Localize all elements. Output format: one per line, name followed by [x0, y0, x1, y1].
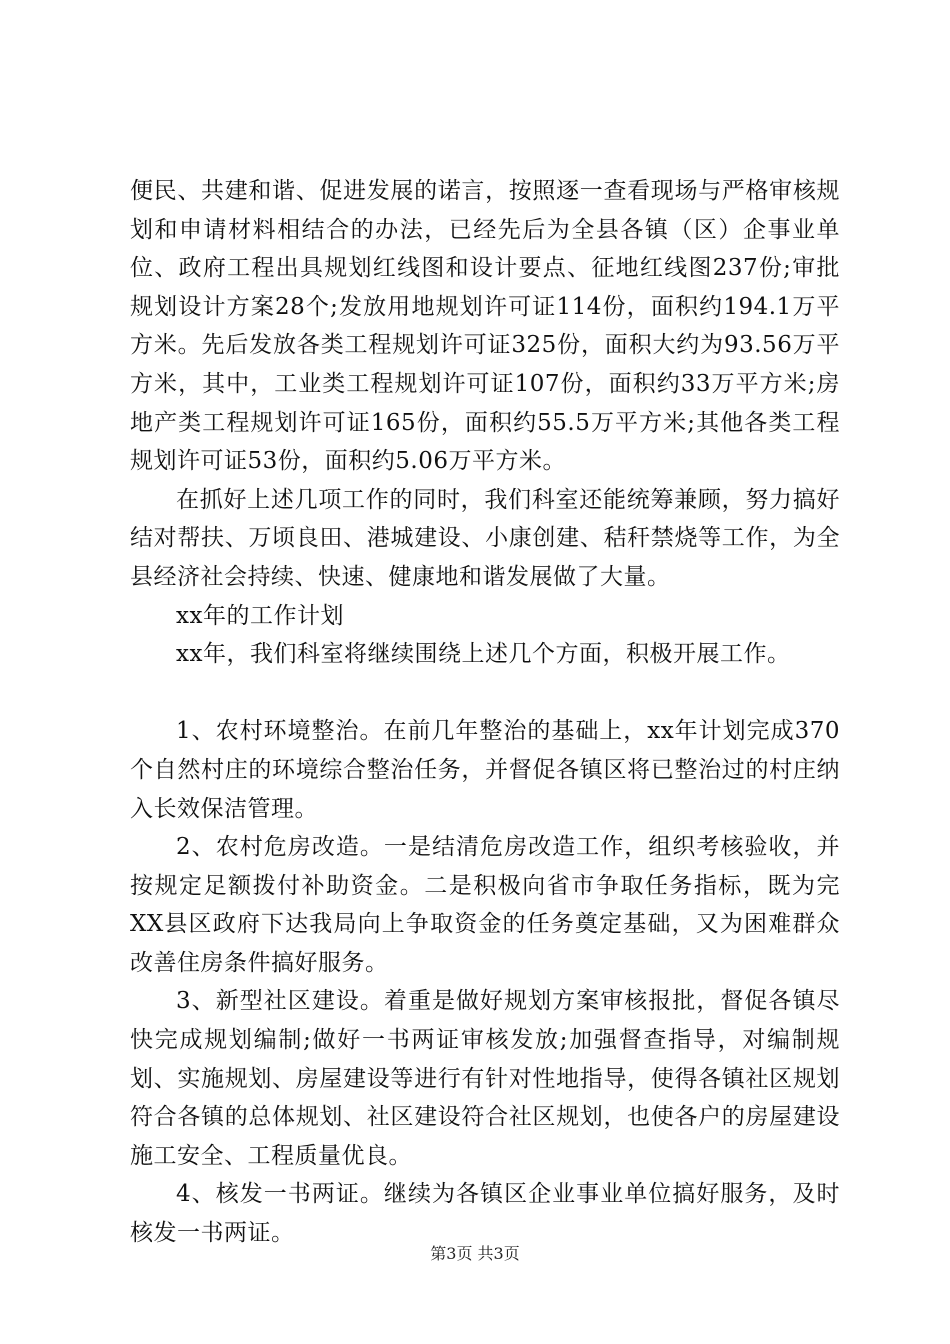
section-heading-work-plan: xx年的工作计划: [176, 602, 344, 629]
paragraph-issued-permits: 便民、共建和谐、促进发展的诺言，按照逐一查看现场与严格审核规划和申请材料相结合的办法，已经先后为全县各镇（区）企事业单位、政府工程出具规划红线图和设计要点、征地红线图237份;审批规划设计方案28个;发放用地规划许可证114份，面积约194.1万平方米。先后发放各类工程规划许可证325份，面积大约为93.56万平方米，其中，工业类工程规划许可证107份，面积约33万平方米;房地产类工程规划许可证165份，面积约55.5万平方米;其他各类工程规划许可证53份，面积约5.06万平方米。: [130, 178, 840, 475]
list-item-rural-environment: 1、农村环境整治。在前几年整治的基础上，xx年计划完成370个自然村庄的环境综合整治任务，并督促各镇区将已整治过的村庄纳入长效保洁管理。: [130, 718, 840, 822]
paragraph-plan-intro: xx年，我们科室将继续围绕上述几个方面，积极开展工作。: [176, 641, 791, 668]
page-number: 第3页 共3页: [430, 1244, 520, 1263]
page-footer: [0, 1244, 950, 1264]
blank-line: [130, 674, 840, 713]
list-item-permits: 4、核发一书两证。继续为各镇区企业事业单位搞好服务，及时核发一书两证。: [130, 1181, 840, 1247]
paragraph-other-work: 在抓好上述几项工作的同时，我们科室还能统筹兼顾，努力搞好结对帮扶、万顷良田、港城建设、小康创建、秸秆禁烧等工作，为全县经济社会持续、快速、健康地和谐发展做了大量。: [130, 486, 840, 590]
list-item-dilapidated-housing: 2、农村危房改造。一是结清危房改造工作，组织考核验收，并按规定足额拨付补助资金。二是积极向省市争取任务指标，既为完XX县区政府下达我局向上争取资金的任务奠定基础，又为困难群众改善住房条件搞好服务。: [130, 834, 840, 976]
list-item-community-construction: 3、新型社区建设。着重是做好规划方案审核报批，督促各镇尽快完成规划编制;做好一书两证审核发放;加强督查指导，对编制规划、实施规划、房屋建设等进行有针对性地指导，使得各镇社区规划符合各镇的总体规划、社区建设符合社区规划，也使各户的房屋建设施工安全、工程质量优良。: [130, 988, 840, 1169]
document-body: [130, 172, 840, 1253]
